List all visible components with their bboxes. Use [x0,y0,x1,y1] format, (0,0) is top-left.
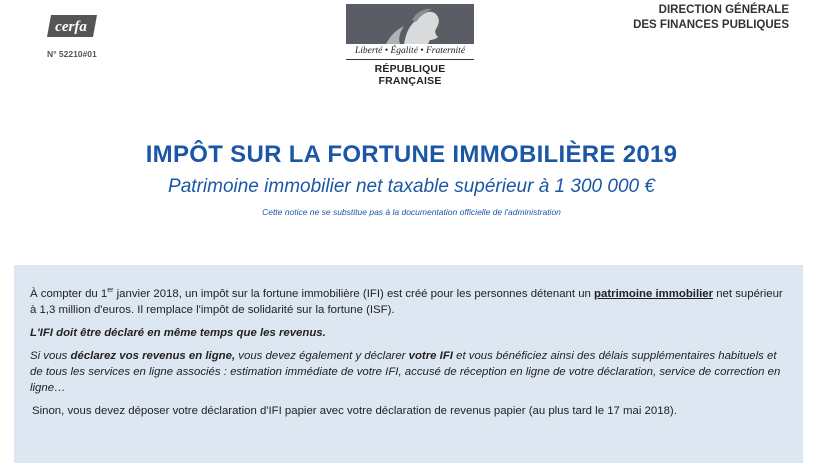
direction-label [633,3,789,33]
p1-end: net supérieur à 1,3 million d'euros. Il remplace l'impôt de solidarité sur la fortune (ISF). [30,287,783,316]
p3-middle: vous devez également y déclarer [235,349,409,362]
marianne-emblem-icon [346,4,474,44]
p3-end: et vous bénéficiez ainsi des délais supplémentaires habituels et de tous les services en ligne associés : estimation immédiate de votre IFI, accusé de réception en ligne de votre déclaration, service de correction en ligne… [30,349,781,394]
cerfa-logo-text: cerfa [55,19,87,35]
cerfa-logo [47,13,99,39]
p1-middle: janvier 2018, un impôt sur la fortune immobilière (IFI) est créé pour les personnes détenant un [113,287,595,300]
republic-motto: Liberté • Égalité • Fraternité [354,46,466,56]
direction-line-1: DIRECTION GÉNÉRALE [658,4,789,16]
p1-superscript: er [107,287,114,294]
p1-start: À compter du 1 [30,287,108,300]
p3-start: Si vous [30,349,71,362]
direction-line-2: DES FINANCES PUBLIQUES [633,19,789,31]
cerfa-number: N° 52210#01 [47,49,97,59]
info-paragraph-2: L'IFI doit être déclaré en même temps que les revenus. [30,326,326,339]
motto-divider [346,59,474,60]
page-title: IMPÔT SUR LA FORTUNE IMMOBILIÈRE 2019 [145,141,678,168]
info-box [14,265,803,463]
notice-text: Cette notice ne se substitue pas à la documentation officielle de l'administration [262,207,561,217]
p1-emphasis: patrimoine immobilier [594,287,714,300]
info-paragraph-1 [30,283,787,318]
info-paragraph-4: Sinon, vous devez déposer votre déclaration d'IFI papier avec votre déclaration de revenus papier (au plus tard le 17 mai 2018). [32,404,677,417]
p3-bold-1: déclarez vos revenus en ligne, [70,349,236,362]
page-subtitle: Patrimoine immobilier net taxable supérieur à 1 300 000 € [168,176,655,197]
info-paragraph-3 [30,348,787,396]
p3-bold-2: votre IFI [408,349,453,362]
republic-name: RÉPUBLIQUE FRANÇAISE [374,63,446,87]
